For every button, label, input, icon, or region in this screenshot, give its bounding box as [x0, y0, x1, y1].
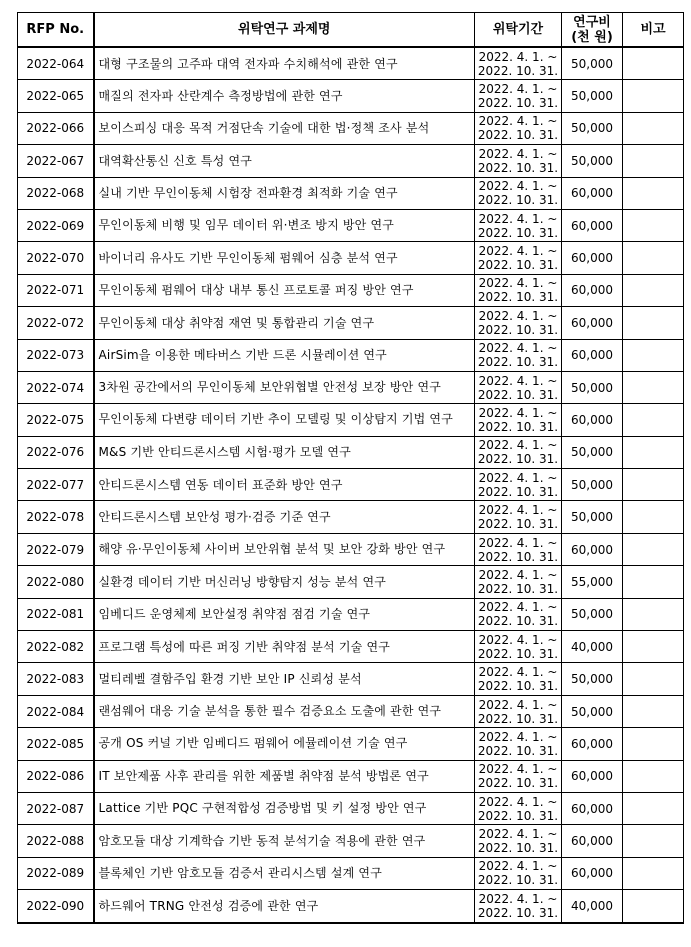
rfp-number-cell: 2022-071 — [18, 274, 94, 306]
rfp-number-cell: 2022-088 — [18, 825, 94, 857]
note-cell — [623, 533, 684, 565]
project-title-cell: 랜섬웨어 대응 기술 분석을 통한 필수 검증요소 도출에 관한 연구 — [94, 695, 475, 727]
table-row — [18, 663, 684, 695]
period-cell — [475, 631, 562, 663]
note-cell — [623, 112, 684, 144]
period-end: 2022. 10. 31. — [477, 905, 559, 920]
project-title-cell: 블록체인 기반 암호모듈 검증서 관리시스템 설계 연구 — [94, 857, 475, 889]
budget-cell: 55,000 — [562, 566, 623, 598]
budget-cell: 60,000 — [562, 792, 623, 824]
period-start: 2022. 4. 1. ~ — [478, 470, 558, 485]
rfp-number-cell: 2022-064 — [18, 47, 94, 80]
period-end: 2022. 10. 31. — [477, 646, 559, 661]
period-end: 2022. 10. 31. — [477, 614, 559, 629]
period-end: 2022. 10. 31. — [477, 808, 559, 823]
note-cell — [623, 274, 684, 306]
note-cell — [623, 469, 684, 501]
note-cell — [623, 695, 684, 727]
project-title-cell: 무인이동체 대상 취약점 재연 및 통합관리 기술 연구 — [94, 307, 475, 339]
budget-cell: 40,000 — [562, 631, 623, 663]
period-cell — [475, 663, 562, 695]
table-row — [18, 339, 684, 371]
period-start: 2022. 4. 1. ~ — [478, 503, 558, 518]
budget-cell: 60,000 — [562, 760, 623, 792]
table-row — [18, 792, 684, 824]
budget-cell: 60,000 — [562, 339, 623, 371]
rfp-number-cell: 2022-069 — [18, 209, 94, 241]
note-cell — [623, 728, 684, 760]
budget-cell: 50,000 — [562, 598, 623, 630]
period-cell — [475, 339, 562, 371]
header-rfp-no: RFP No. — [18, 13, 94, 48]
note-cell — [623, 436, 684, 468]
period-cell — [475, 760, 562, 792]
project-title-cell: 프로그램 특성에 따른 퍼징 기반 취약점 분석 기술 연구 — [94, 631, 475, 663]
project-title-cell: Lattice 기반 PQC 구현적합성 검증방법 및 키 설정 방안 연구 — [94, 792, 475, 824]
period-end: 2022. 10. 31. — [477, 128, 559, 143]
project-title-cell: 하드웨어 TRNG 안전성 검증에 관한 연구 — [94, 890, 475, 923]
project-title-cell: 무인이동체 펌웨어 대상 내부 통신 프로토콜 퍼징 방안 연구 — [94, 274, 475, 306]
project-title-cell: 무인이동체 다변량 데이터 기반 추이 모델링 및 이상탐지 기법 연구 — [94, 404, 475, 436]
period-end: 2022. 10. 31. — [477, 290, 559, 305]
rfp-number-cell: 2022-085 — [18, 728, 94, 760]
table-header — [18, 13, 684, 48]
note-cell — [623, 47, 684, 80]
table-row — [18, 209, 684, 241]
header-budget-line2: (천 원) — [571, 29, 613, 45]
period-cell — [475, 566, 562, 598]
note-cell — [623, 371, 684, 403]
rfp-number-cell: 2022-078 — [18, 501, 94, 533]
period-start: 2022. 4. 1. ~ — [478, 438, 558, 453]
note-cell — [623, 631, 684, 663]
budget-cell: 50,000 — [562, 145, 623, 177]
note-cell — [623, 890, 684, 923]
period-end: 2022. 10. 31. — [477, 452, 559, 467]
budget-cell: 60,000 — [562, 728, 623, 760]
project-title-cell: 실내 기반 무인이동체 시험장 전파환경 최적화 기술 연구 — [94, 177, 475, 209]
period-cell — [475, 307, 562, 339]
period-cell — [475, 80, 562, 112]
table-row — [18, 145, 684, 177]
period-cell — [475, 436, 562, 468]
table-row — [18, 177, 684, 209]
header-budget — [562, 13, 623, 48]
project-title-cell: AirSim을 이용한 메타버스 기반 드론 시뮬레이션 연구 — [94, 339, 475, 371]
period-cell — [475, 533, 562, 565]
budget-cell: 50,000 — [562, 371, 623, 403]
period-cell — [475, 792, 562, 824]
period-end: 2022. 10. 31. — [477, 549, 559, 564]
rfp-number-cell: 2022-090 — [18, 890, 94, 923]
rfp-number-cell: 2022-074 — [18, 371, 94, 403]
period-cell — [475, 371, 562, 403]
project-title-cell: 3차원 공간에서의 무인이동체 보안위협별 안전성 보장 방안 연구 — [94, 371, 475, 403]
table-row — [18, 695, 684, 727]
project-title-cell: 보이스피싱 대응 목적 거점단속 기술에 대한 법·정책 조사 분석 — [94, 112, 475, 144]
period-cell — [475, 728, 562, 760]
note-cell — [623, 760, 684, 792]
rfp-number-cell: 2022-077 — [18, 469, 94, 501]
table-row — [18, 760, 684, 792]
table-row — [18, 307, 684, 339]
period-start: 2022. 4. 1. ~ — [478, 567, 558, 582]
header-title: 위탁연구 과제명 — [94, 13, 475, 48]
period-end: 2022. 10. 31. — [477, 743, 559, 758]
period-end: 2022. 10. 31. — [477, 63, 559, 78]
table-row — [18, 857, 684, 889]
period-cell — [475, 857, 562, 889]
period-cell — [475, 501, 562, 533]
budget-cell: 60,000 — [562, 209, 623, 241]
rfp-number-cell: 2022-073 — [18, 339, 94, 371]
note-cell — [623, 598, 684, 630]
period-cell — [475, 469, 562, 501]
rfp-number-cell: 2022-076 — [18, 436, 94, 468]
period-end: 2022. 10. 31. — [477, 517, 559, 532]
period-start: 2022. 4. 1. ~ — [478, 600, 558, 615]
budget-cell: 50,000 — [562, 695, 623, 727]
period-start: 2022. 4. 1. ~ — [478, 146, 558, 161]
period-start: 2022. 4. 1. ~ — [478, 211, 558, 226]
rfp-table — [17, 12, 684, 924]
period-start: 2022. 4. 1. ~ — [478, 827, 558, 842]
table-row — [18, 404, 684, 436]
note-cell — [623, 663, 684, 695]
rfp-number-cell: 2022-067 — [18, 145, 94, 177]
period-start: 2022. 4. 1. ~ — [478, 794, 558, 809]
period-start: 2022. 4. 1. ~ — [478, 405, 558, 420]
budget-cell: 50,000 — [562, 80, 623, 112]
period-cell — [475, 598, 562, 630]
period-end: 2022. 10. 31. — [477, 96, 559, 111]
note-cell — [623, 566, 684, 598]
period-start: 2022. 4. 1. ~ — [478, 276, 558, 291]
rfp-number-cell: 2022-075 — [18, 404, 94, 436]
period-end: 2022. 10. 31. — [477, 225, 559, 240]
period-end: 2022. 10. 31. — [477, 160, 559, 175]
project-title-cell: 암호모듈 대상 기계학습 기반 동적 분석기술 적용에 관한 연구 — [94, 825, 475, 857]
project-title-cell: 실환경 데이터 기반 머신러닝 방향탐지 성능 분석 연구 — [94, 566, 475, 598]
period-end: 2022. 10. 31. — [477, 679, 559, 694]
budget-cell: 40,000 — [562, 890, 623, 923]
note-cell — [623, 501, 684, 533]
rfp-number-cell: 2022-082 — [18, 631, 94, 663]
period-cell — [475, 825, 562, 857]
note-cell — [623, 307, 684, 339]
table-row — [18, 533, 684, 565]
table-row — [18, 112, 684, 144]
budget-cell: 60,000 — [562, 404, 623, 436]
table-row — [18, 436, 684, 468]
table-row — [18, 371, 684, 403]
rfp-number-cell: 2022-081 — [18, 598, 94, 630]
table-row — [18, 80, 684, 112]
period-cell — [475, 112, 562, 144]
budget-cell: 60,000 — [562, 242, 623, 274]
rfp-number-cell: 2022-072 — [18, 307, 94, 339]
note-cell — [623, 80, 684, 112]
period-cell — [475, 209, 562, 241]
budget-cell: 60,000 — [562, 857, 623, 889]
rfp-number-cell: 2022-083 — [18, 663, 94, 695]
header-budget-line1: 연구비 — [573, 14, 611, 30]
table-row — [18, 242, 684, 274]
note-cell — [623, 177, 684, 209]
project-title-cell: 바이너리 유사도 기반 무인이동체 펌웨어 심층 분석 연구 — [94, 242, 475, 274]
project-title-cell: 안티드론시스템 연동 데이터 표준화 방안 연구 — [94, 469, 475, 501]
budget-cell: 50,000 — [562, 469, 623, 501]
header-row — [18, 13, 684, 48]
period-start: 2022. 4. 1. ~ — [478, 697, 558, 712]
period-cell — [475, 145, 562, 177]
period-start: 2022. 4. 1. ~ — [478, 114, 558, 129]
project-title-cell: IT 보안제품 사후 관리를 위한 제품별 취약점 분석 방법론 연구 — [94, 760, 475, 792]
rfp-number-cell: 2022-068 — [18, 177, 94, 209]
period-end: 2022. 10. 31. — [477, 711, 559, 726]
period-end: 2022. 10. 31. — [477, 355, 559, 370]
table-row — [18, 501, 684, 533]
period-end: 2022. 10. 31. — [477, 581, 559, 596]
project-title-cell: 멀티레벨 결함주입 환경 기반 보안 IP 신뢰성 분석 — [94, 663, 475, 695]
period-start: 2022. 4. 1. ~ — [478, 762, 558, 777]
budget-cell: 50,000 — [562, 112, 623, 144]
rfp-number-cell: 2022-065 — [18, 80, 94, 112]
note-cell — [623, 792, 684, 824]
period-start: 2022. 4. 1. ~ — [478, 308, 558, 323]
budget-cell: 50,000 — [562, 436, 623, 468]
period-end: 2022. 10. 31. — [477, 193, 559, 208]
table-body — [18, 47, 684, 923]
period-cell — [475, 890, 562, 923]
header-period: 위탁기간 — [475, 13, 562, 48]
period-cell — [475, 695, 562, 727]
table-row — [18, 469, 684, 501]
project-title-cell: 해양 유·무인이동체 사이버 보안위협 분석 및 보안 강화 방안 연구 — [94, 533, 475, 565]
rfp-number-cell: 2022-084 — [18, 695, 94, 727]
rfp-number-cell: 2022-079 — [18, 533, 94, 565]
period-start: 2022. 4. 1. ~ — [478, 373, 558, 388]
project-title-cell: M&S 기반 안티드론시스템 시험·평가 모델 연구 — [94, 436, 475, 468]
table-row — [18, 890, 684, 923]
budget-cell: 60,000 — [562, 177, 623, 209]
period-start: 2022. 4. 1. ~ — [478, 244, 558, 259]
table-row — [18, 825, 684, 857]
budget-cell: 60,000 — [562, 825, 623, 857]
budget-cell: 50,000 — [562, 47, 623, 80]
period-cell — [475, 274, 562, 306]
budget-cell: 60,000 — [562, 307, 623, 339]
rfp-number-cell: 2022-066 — [18, 112, 94, 144]
note-cell — [623, 242, 684, 274]
period-start: 2022. 4. 1. ~ — [478, 729, 558, 744]
period-end: 2022. 10. 31. — [477, 387, 559, 402]
table-row — [18, 728, 684, 760]
rfp-number-cell: 2022-087 — [18, 792, 94, 824]
project-title-cell: 대역확산통신 신호 특성 연구 — [94, 145, 475, 177]
table-row — [18, 274, 684, 306]
note-cell — [623, 339, 684, 371]
table-row — [18, 631, 684, 663]
period-start: 2022. 4. 1. ~ — [478, 49, 558, 64]
rfp-number-cell: 2022-070 — [18, 242, 94, 274]
period-start: 2022. 4. 1. ~ — [478, 82, 558, 97]
period-end: 2022. 10. 31. — [477, 258, 559, 273]
budget-cell: 60,000 — [562, 533, 623, 565]
project-title-cell: 임베디드 운영체제 보안설정 취약점 점검 기술 연구 — [94, 598, 475, 630]
header-note: 비고 — [623, 13, 684, 48]
period-start: 2022. 4. 1. ~ — [478, 859, 558, 874]
table-row — [18, 598, 684, 630]
table-row — [18, 47, 684, 80]
note-cell — [623, 857, 684, 889]
note-cell — [623, 145, 684, 177]
period-end: 2022. 10. 31. — [477, 419, 559, 434]
period-cell — [475, 242, 562, 274]
period-start: 2022. 4. 1. ~ — [478, 179, 558, 194]
period-start: 2022. 4. 1. ~ — [478, 632, 558, 647]
period-end: 2022. 10. 31. — [477, 873, 559, 888]
period-cell — [475, 177, 562, 209]
project-title-cell: 매질의 전자파 산란계수 측정방법에 관한 연구 — [94, 80, 475, 112]
period-end: 2022. 10. 31. — [477, 841, 559, 856]
project-title-cell: 공개 OS 커널 기반 임베디드 펌웨어 에뮬레이션 기술 연구 — [94, 728, 475, 760]
rfp-number-cell: 2022-089 — [18, 857, 94, 889]
note-cell — [623, 209, 684, 241]
period-cell — [475, 47, 562, 80]
table-row — [18, 566, 684, 598]
project-title-cell: 안티드론시스템 보안성 평가·검증 기준 연구 — [94, 501, 475, 533]
period-start: 2022. 4. 1. ~ — [478, 665, 558, 680]
rfp-number-cell: 2022-086 — [18, 760, 94, 792]
project-title-cell: 대형 구조물의 고주파 대역 전자파 수치해석에 관한 연구 — [94, 47, 475, 80]
budget-cell: 50,000 — [562, 663, 623, 695]
period-end: 2022. 10. 31. — [477, 776, 559, 791]
period-start: 2022. 4. 1. ~ — [478, 535, 558, 550]
note-cell — [623, 404, 684, 436]
budget-cell: 60,000 — [562, 274, 623, 306]
rfp-number-cell: 2022-080 — [18, 566, 94, 598]
project-title-cell: 무인이동체 비행 및 임무 데이터 위·변조 방지 방안 연구 — [94, 209, 475, 241]
note-cell — [623, 825, 684, 857]
period-cell — [475, 404, 562, 436]
period-start: 2022. 4. 1. ~ — [478, 341, 558, 356]
period-end: 2022. 10. 31. — [477, 484, 559, 499]
budget-cell: 50,000 — [562, 501, 623, 533]
period-start: 2022. 4. 1. ~ — [478, 891, 558, 906]
period-end: 2022. 10. 31. — [477, 322, 559, 337]
